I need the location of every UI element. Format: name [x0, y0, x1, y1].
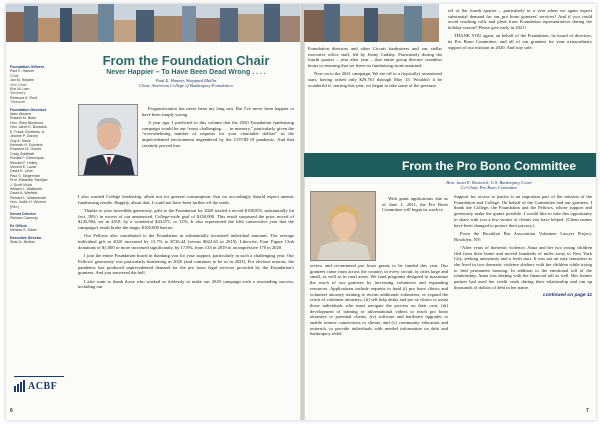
- sidebar-name: Hon. Janet E. Bostwick: [10, 125, 47, 130]
- pro-bono-article-title: From the Pro Bono Committee: [401, 159, 576, 173]
- sidebar-name: J. Scott Victor: [10, 182, 33, 187]
- portrait-woman-icon: [311, 192, 376, 261]
- chair-paragraph: off of the fourth quarter – particularly in a year when we again expect substantial demand for our pro bono grantees' services? And if you could avoid reaching calls and pleas from Foundation representatives during the holiday season? Please give early in 2021!: [448, 8, 592, 31]
- sidebar-name: Rozanne M. Giunta: [10, 147, 41, 152]
- sidebar-name: Rebecca A. Roof: [10, 95, 37, 100]
- sidebar-name: Vincent E. Lazar: [10, 164, 37, 169]
- sidebar-section-heading: Executive Director: [10, 235, 42, 240]
- sidebar-name: William L. Wallander: [10, 186, 43, 191]
- chair-portrait-photo: [78, 104, 138, 176]
- pro-bono-paragraph: With grant applications due as of June 1, 2021, the Pro Bono Committee will begin its work to: [382, 196, 448, 213]
- sidebar-name: Prof. Elizabeth Tashjian: [10, 178, 48, 183]
- chair-paragraph: A year ago, I predicted in this column that the 2020 Foundation fundraising campaign would be our “most challenging . . . in memory,” particularly given the “overwhelming number of requests for your charitable dollars” in the unprecedented environment engendered by the COVID-19 pandemic. And that certainly proved true.: [142, 120, 294, 148]
- chair-paragraph: Our Fellows also contributed to the Foundation in substantially increased individual amounts. The average individual gift in 2020 increased by 13.7% to $726.44 (versus $622.63 in 2019). Likewise, Four Figure Club donations of $1,000 or more increased significantly, by 17.8%, from 133 in 2019 to an impressive 170 in 2020.: [78, 233, 294, 250]
- sidebar-role: Treasurer: [10, 100, 26, 105]
- sidebar-name: Hon. Judith H. Wizmur: [10, 200, 46, 205]
- page-number-right: 7: [586, 408, 589, 414]
- acbf-logo-text: ACBF: [28, 381, 58, 392]
- sidebar-name: Marc Abrams: [10, 112, 32, 117]
- sidebar-name: David E. Lena: [10, 169, 33, 174]
- sidebar-name: Hon. Sheri Bluebond: [10, 120, 44, 125]
- sidebar-section-heading: Senior Director: [10, 212, 36, 216]
- sidebar-role: Secretary: [10, 91, 26, 96]
- acbf-logo-icon: [14, 380, 26, 392]
- pro-bono-byline: [384, 180, 594, 190]
- sidebar-role: Vice Chair: [10, 82, 27, 87]
- sidebar-name: Eric W. Lam: [10, 87, 30, 92]
- sidebar-section-heading: Foundation Directors: [10, 107, 47, 112]
- right-page: [304, 4, 596, 420]
- sidebar-name: Jan M. Hayden: [10, 78, 35, 83]
- pro-bono-portrait-photo: [310, 191, 376, 261]
- chair-paragraph: I also warned College leadership, albeit not for general consumption, that we accordingly should expect anemic fundraising results. Happily, about that, I could not have been further off the mark.: [78, 194, 294, 205]
- sidebar-name: Ronald F. Greenspan: [10, 156, 44, 161]
- skyline-banner-right: [304, 4, 439, 42]
- chair-continued-col1: [308, 46, 442, 91]
- chair-byline-name: Paul E. Hanner, Sheppard Mullin: [155, 78, 217, 83]
- chair-continued-col2: [448, 8, 592, 53]
- chair-body-text: [78, 194, 294, 293]
- pro-bono-byline-name: Hon. Janet E. Bostwick, U.S. Bankruptcy Court: [446, 180, 532, 185]
- sidebar-name: Guy A. Davis: [10, 138, 31, 143]
- pro-bono-paragraph: Support for access to justice is an important part of the mission of the Foundation and College. On behalf of the Committee and our grantees, I thank the College, the Foundation and the Fellows, whose support and generosity make the grants possible. I would like to take this opportunity to share with you a few stories of clients you have helped. (Client names have been changed to protect their privacy.): [454, 194, 592, 228]
- sidebar-name: Paul S. Singerman: [10, 173, 40, 178]
- portrait-man-icon: [79, 105, 138, 176]
- chair-byline: [76, 78, 296, 88]
- chair-byline-title: Chair, American College of Bankruptcy Foundation: [139, 83, 233, 89]
- sidebar-name: David A. Warfield: [10, 191, 38, 196]
- sidebar-name: Richard F. Holley: [10, 160, 38, 165]
- chair-wrap-text: [142, 106, 294, 149]
- pro-bono-paragraph: review and recommend pro bono grants to be funded this year. Our grantees come from across the country, in every circuit, in cities large and small, as well as in rural areas. We fund programs designed to maximize the reach of our grantees by increasing volunteers and expanding resources. Applications include requests to fund (i) pro bono clinics and volunteer attorney training to recruit additional volunteers, or expand the reach of volunteer attorneys, (ii) self help desks and pro se clinics to assist those individuals who must navigate the process on their own, (iii) development of training or informational videos to reach pro bono attorneys or potential clients, (iv) software and hardware upgrades to enable remote connections to clients; and (v) community education and outreach, to provide individuals with needed information on debt and bankruptcy relief.: [310, 263, 448, 337]
- pro-bono-paragraph: From the Brooklyn Bar Association Volunteer Lawyer Project, Brooklyn, NY:: [454, 230, 592, 242]
- chair-paragraph: I join the entire Foundation board in thanking you for your support, particularly in such a challenging year. Our Fellows' generosity was particularly heartening in 2020 (and continues to be so in 2021). For obvious reasons, the pandemic has produced unprecedented demand for the pro bono legal services provided by the Foundation's grantees. And you answered the bell.: [78, 253, 294, 276]
- sidebar-name: Russell M. Blain: [10, 116, 36, 121]
- sidebar-name: Kenneth H. Eckstein: [10, 142, 43, 147]
- chair-paragraph: Now on to the 2021 campaign. We are off to a (typically) sensational start, having raised only $29,761 through May 15. Wouldn't it be wonderful if, starting this year, we began to take some of the pressure: [308, 71, 442, 88]
- sidebar-role: Chair: [10, 73, 19, 78]
- chair-paragraph: I also want to thank those who worked so tirelessly to make our 2020 campaign such a resounding success, including our: [78, 278, 294, 290]
- sidebar-name: E. Frank Childress, Jr.: [10, 129, 46, 134]
- chair-paragraph: Prognostication has never been my long suit. But I've never been happier to have been simply wrong.: [142, 106, 294, 117]
- chair-paragraph: THANK YOU again, on behalf of the Foundation, its board of directors, its Pro Bono Committee, and all of our grantees for your extraordinary support of our mission in 2020. And stay safe.: [448, 33, 592, 50]
- chair-paragraph: Foundation directors and other Circuit fundraisers and our stellar executive office staff, led by Jenny Cudaby. Particularly during the fourth quarter – year after year – that entire group devotes countless hours to ensuring that we leave no fundraising stone unturned.: [308, 46, 442, 69]
- sidebar-name: Richard Carmody: [10, 216, 38, 221]
- pro-bono-wrap-text: [382, 196, 448, 213]
- newsletter-spread: [6, 4, 596, 420]
- skyline-banner-left: [6, 4, 301, 42]
- pro-bono-col2: [454, 194, 592, 299]
- sidebar-section-heading: Foundation Officers: [10, 65, 45, 69]
- sidebar-name: Craig Goldblatt: [10, 151, 34, 156]
- page-number-left: 6: [10, 408, 13, 414]
- chair-article-title: From the Foundation Chair: [102, 53, 270, 68]
- sidebar-name: Paul E. Hanner: [10, 69, 35, 74]
- pro-bono-byline-title: Co-Chair, Pro Bono Committee: [460, 185, 518, 191]
- chair-paragraph: Thanks to your incredible generosity, gifts to the Foundation for 2020 totaled a record $188,855, substantially (in fact, 18%) in excess of our announced, College-wide goal of $150,000. This result surpassed the prior record of $145,984, set in 2019, by a wonderful $43,071, or 12%. It also represented the fifth consecutive year that the campaign's result broke the magic $100,000 barrier.: [78, 208, 294, 231]
- acbf-logo: [14, 376, 64, 394]
- pro-bono-paragraph: “After years of domestic violence, Anna and her two young children fled from their home and moved hundreds of miles away to New York City, seeking anonymity and a fresh start. It was not an easy transition as she lived in two domestic violence shelters with her children while trying to find permanent housing. In addition to the emotional toll of the relationship, Anna was dealing with the financial toll as well. Her former partner had used her credit cards during their relationship and ran up thousands of dollars of debt in her name.: [454, 244, 592, 290]
- sidebar-section-heading: Ex Officio: [10, 223, 27, 228]
- sidebar-name: (Ret.): [10, 204, 19, 209]
- chair-article-header: [76, 54, 296, 88]
- sidebar-name: Jeanne P. Darcey: [10, 134, 39, 139]
- sidebar-name: Melissa S. Kibler: [10, 228, 37, 233]
- pro-bono-col1: [310, 263, 448, 340]
- sidebar-name: Richard L. Wasserman: [10, 195, 47, 200]
- continued-link[interactable]: continued on page 11: [543, 293, 592, 299]
- foundation-roster-sidebar: [10, 62, 68, 244]
- sidebar-name: Shari A. Bedker: [10, 240, 35, 245]
- chair-article-subtitle: Never Happier – To Have Been Dead Wrong . . . .: [106, 69, 266, 76]
- left-page: [6, 4, 301, 420]
